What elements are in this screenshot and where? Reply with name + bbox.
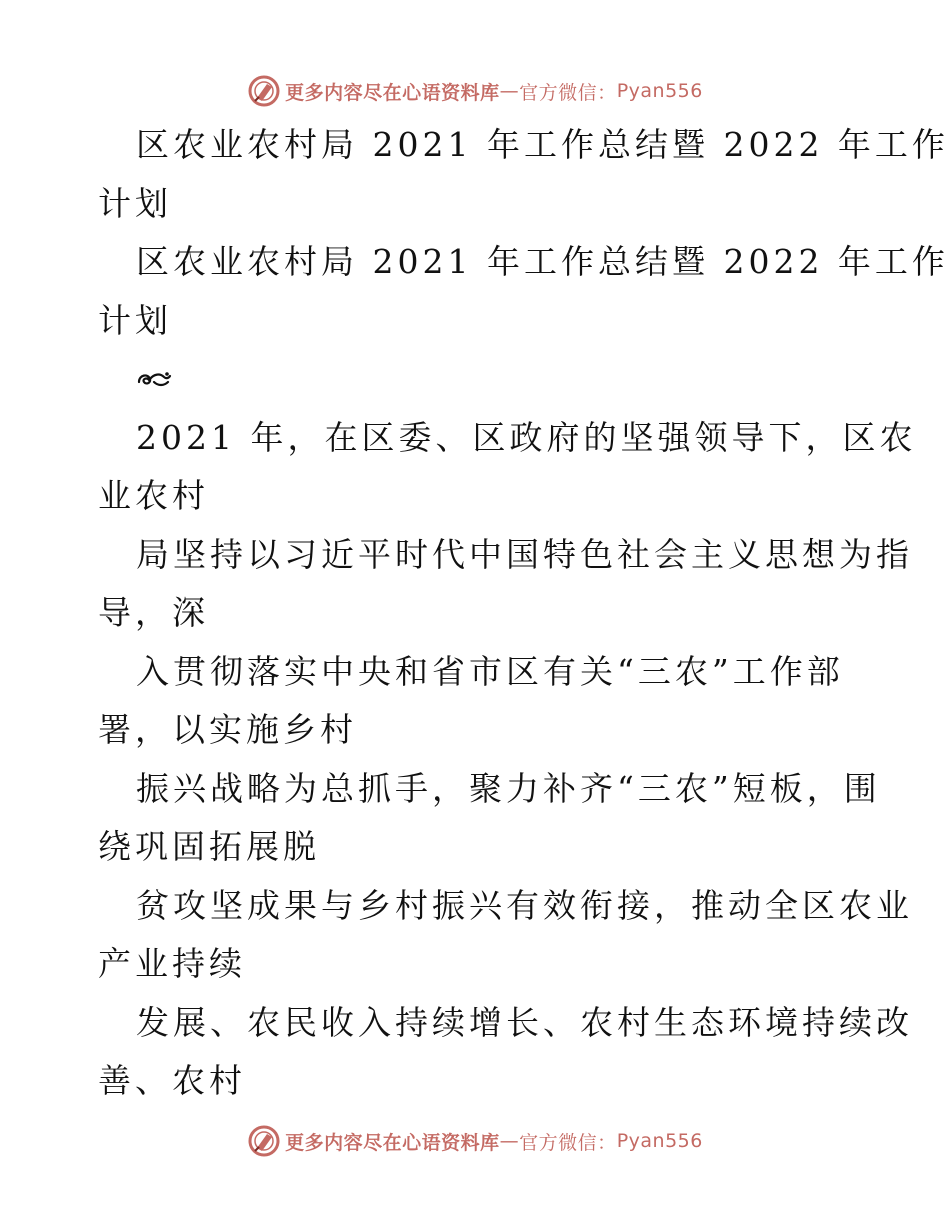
watermark-brand-text: 更多内容尽在心语资料库 <box>285 1131 500 1154</box>
watermark-wechat-id: Pyan556 <box>616 80 703 102</box>
document-title-repeat-line-2: 计划 <box>98 300 172 340</box>
watermark-wechat-label: 官方微信： <box>519 81 617 104</box>
ornament-row <box>98 350 858 409</box>
watermark-separator: — <box>499 80 520 102</box>
document-title-line-1: 区农业农村局 2021 年工作总结暨 2022 年工作 <box>136 125 949 164</box>
paragraph-line-9: 贫攻坚成果与乡村振兴有效衔接，推动全区农业 <box>136 885 913 925</box>
document-title-repeat-line-1: 区农业农村局 2021 年工作总结暨 2022 年工作 <box>136 242 949 281</box>
watermark-wechat-id: Pyan556 <box>616 1130 703 1152</box>
decorative-swirl-icon <box>136 368 172 390</box>
paragraph-line-8: 绕巩固拓展脱 <box>98 827 320 866</box>
paragraph-line-2: 业农村 <box>98 476 209 515</box>
watermark-brand-text: 更多内容尽在心语资料库 <box>285 81 500 104</box>
paragraph-line-7: 振兴战略为总抓手，聚力补齐“三农”短板，围 <box>136 768 881 808</box>
paragraph-line-3: 局坚持以习近平时代中国特色社会主义思想为指 <box>136 534 913 574</box>
paragraph-line-11: 发展、农民收入持续增长、农村生态环境持续改 <box>136 1002 913 1042</box>
pen-nib-logo-icon <box>247 1124 281 1158</box>
paragraph-line-6: 署，以实施乡村 <box>98 710 357 749</box>
footer-watermark <box>0 1121 950 1161</box>
paragraph-line-12: 善、农村 <box>98 1061 246 1100</box>
document-title-line-2: 计划 <box>98 183 172 223</box>
watermark-wechat-label: 官方微信： <box>519 1131 617 1154</box>
pen-nib-logo-icon <box>247 74 281 108</box>
watermark-separator: — <box>499 1130 520 1152</box>
document-body <box>98 116 949 1111</box>
paragraph-line-4: 导，深 <box>98 593 209 632</box>
paragraph-line-10: 产业持续 <box>98 944 246 983</box>
paragraph-line-5: 入贯彻落实中央和省市区有关“三农”工作部 <box>136 651 844 691</box>
paragraph-line-1: 2021 年，在区委、区政府的坚强领导下，区农 <box>136 417 917 457</box>
header-watermark <box>0 71 950 111</box>
